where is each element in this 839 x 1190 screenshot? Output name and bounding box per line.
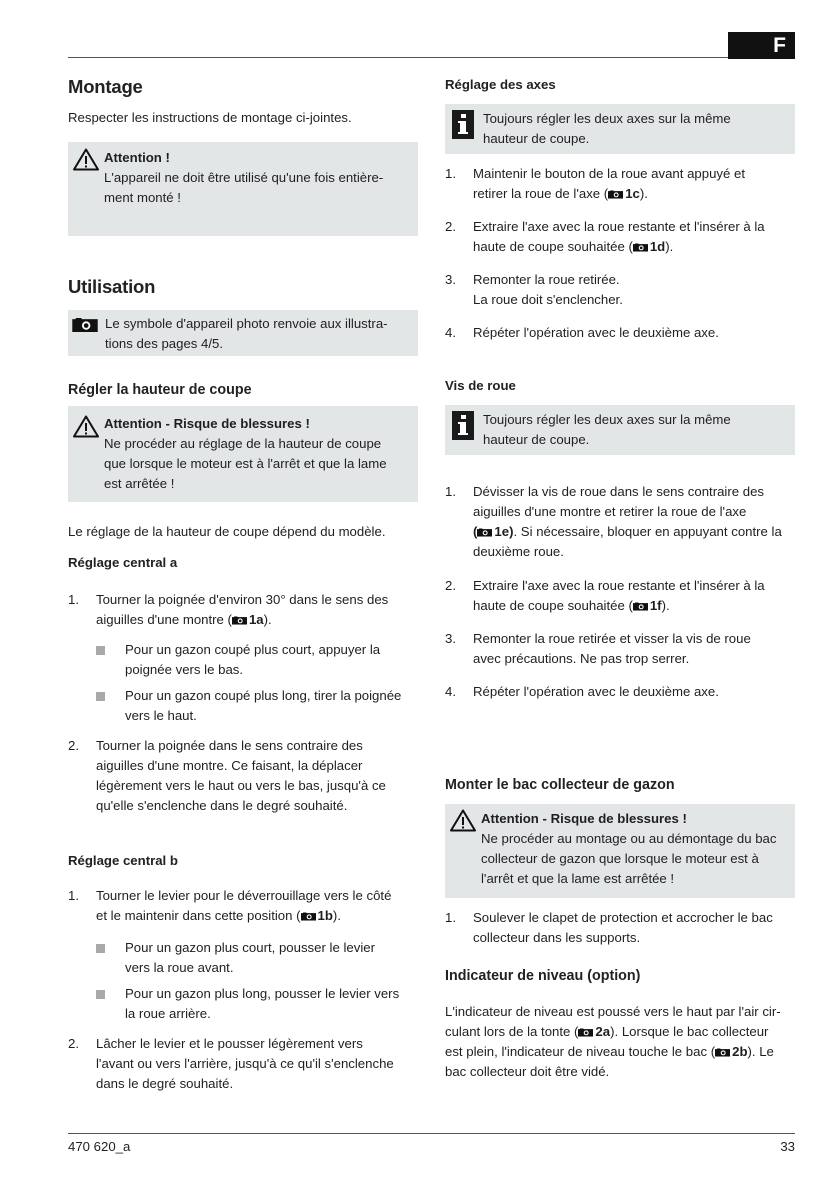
figure-ref-label: 1a <box>248 612 264 627</box>
warning-line: Ne procéder au réglage de la hauteur de coupe <box>104 436 382 451</box>
step-line: Extraire l'axe avec la roue restante et l'insérer à la <box>473 219 765 234</box>
subsection-title-axes: Réglage des axes <box>445 77 556 92</box>
list-item <box>445 682 795 702</box>
list-item <box>445 908 795 948</box>
photo-note-line: Le symbole d'appareil photo renvoie aux illustra- <box>105 316 388 331</box>
step-line: collecteur dans les supports. <box>473 930 641 945</box>
niveau-paragraph <box>445 1002 795 1082</box>
warning-line: ment monté ! <box>104 190 181 205</box>
step-text: ). <box>263 612 272 627</box>
info-icon <box>452 411 474 440</box>
figure-ref <box>633 239 665 254</box>
step-number: 1. <box>68 592 79 607</box>
figure-ref <box>608 186 640 201</box>
bullet-item <box>68 640 418 680</box>
figure-ref <box>633 598 662 613</box>
step-number: 2. <box>68 738 79 753</box>
step-line: Lâcher le levier et le pousser légèrement vers <box>96 1036 363 1051</box>
subsection-title-central-b: Réglage central b <box>68 853 178 868</box>
step-line: Tourner la poignée d'environ 30° dans le sens des <box>96 592 389 607</box>
section-title-utilisation: Utilisation <box>68 276 156 297</box>
subsection-title-central-a: Réglage central a <box>68 555 178 570</box>
paragraph-line: bac collecteur doit être vidé. <box>445 1064 610 1079</box>
camera-icon <box>301 912 316 921</box>
step-number: 2. <box>445 578 456 593</box>
bullet-line: la roue arrière. <box>125 1006 211 1021</box>
figure-ref-label: 1e <box>494 524 510 539</box>
step-line <box>473 237 795 257</box>
photo-note-line: tions des pages 4/5. <box>105 336 224 351</box>
info-box-axes <box>445 104 795 154</box>
camera-icon <box>477 528 492 537</box>
paragraph-line: L'indicateur de niveau est poussé vers le haut par l'air cir- <box>445 1004 781 1019</box>
step-number: 1. <box>445 910 456 925</box>
step-line <box>473 522 795 542</box>
step-line <box>96 610 418 630</box>
warning-title: Attention - Risque de blessures ! <box>104 416 310 431</box>
warning-line: L'appareil ne doit être utilisé qu'une fois entière- <box>104 170 384 185</box>
figure-ref-label: 1b <box>317 908 333 923</box>
bullet-line: Pour un gazon plus long, pousser le levier vers <box>125 986 400 1001</box>
bullet-line: vers le haut. <box>125 708 197 723</box>
figure-ref <box>232 612 264 627</box>
step-number: 2. <box>445 219 456 234</box>
step-number: 3. <box>445 631 456 646</box>
step-line: Dévisser la vis de roue dans le sens contraire des <box>473 484 765 499</box>
header-rule <box>68 57 795 58</box>
warning-title: Attention ! <box>104 150 170 165</box>
step-line: aiguilles d'une montre et retirer la roue de l'axe <box>473 504 747 519</box>
warning-line: collecteur de gazon que lorsque le moteur est à <box>481 851 759 866</box>
step-text: haute de coupe souhaitée ( <box>473 239 633 254</box>
step-line: Remonter la roue retirée et visser la vis de roue <box>473 631 751 646</box>
step-number: 1. <box>445 484 456 499</box>
step-line: qu'elle s'enclenche dans le degré souhaité. <box>96 798 348 813</box>
list-item <box>68 590 418 630</box>
info-line: Toujours régler les deux axes sur la même <box>483 111 731 126</box>
warning-line: est arrêtée ! <box>104 476 175 491</box>
step-line: dans le degré souhaité. <box>96 1076 234 1091</box>
step-number: 2. <box>68 1036 79 1051</box>
step-line: l'avant ou vers l'arrière, jusqu'à ce qu'il s'enclenche <box>96 1056 394 1071</box>
step-line: Extraire l'axe avec la roue restante et l'insérer à la <box>473 578 765 593</box>
camera-icon <box>633 602 648 611</box>
figure-ref-label: 1c <box>625 186 640 201</box>
step-line: Répéter l'opération avec le deuxième axe. <box>473 325 719 340</box>
step-line: La roue doit s'enclencher. <box>473 292 623 307</box>
figure-ref-label: 1d <box>649 239 666 254</box>
bullet-square <box>96 692 105 701</box>
list-item <box>445 629 795 669</box>
step-line: deuxième roue. <box>473 544 564 559</box>
step-line <box>473 596 795 616</box>
warning-box-hauteur <box>68 406 418 502</box>
list-item <box>68 736 418 816</box>
paragraph-text: ). Le <box>747 1044 774 1059</box>
figure-ref <box>301 908 333 923</box>
warning-box-montage <box>68 142 418 236</box>
section-title-hauteur: Régler la hauteur de coupe <box>68 382 252 398</box>
step-text: haute de coupe souhaitée ( <box>473 598 633 613</box>
list-item <box>445 576 795 616</box>
warning-line: Ne procéder au montage ou au démontage du bac <box>481 831 777 846</box>
step-number: 3. <box>445 272 456 287</box>
step-number: 1. <box>445 166 456 181</box>
figure-ref <box>578 1024 610 1039</box>
bullet-square <box>96 944 105 953</box>
step-line: Soulever le clapet de protection et accrocher le bac <box>473 910 773 925</box>
info-line: hauteur de coupe. <box>483 131 590 146</box>
step-line: Tourner la poignée dans le sens contraire des <box>96 738 363 753</box>
info-line: Toujours régler les deux axes sur la même <box>483 412 731 427</box>
warning-icon <box>73 148 99 171</box>
step-text: ). <box>665 239 674 254</box>
step-number: 4. <box>445 684 456 699</box>
bullet-line: Pour un gazon coupé plus long, tirer la poignée <box>125 688 402 703</box>
bullet-item <box>68 938 418 978</box>
bullet-item <box>68 984 418 1024</box>
list-item <box>445 164 795 204</box>
warning-line: que lorsque le moteur est à l'arrêt et que la lame <box>104 456 387 471</box>
bullet-line: vers la roue avant. <box>125 960 234 975</box>
step-line: avec précautions. Ne pas trop serrer. <box>473 651 690 666</box>
warning-line: l'arrêt et que la lame est arrêtée ! <box>481 871 675 886</box>
step-line: Remonter la roue retirée. <box>473 272 620 287</box>
hauteur-intro: Le réglage de la hauteur de coupe dépend du modèle. <box>68 524 386 539</box>
camera-icon <box>578 1028 593 1037</box>
step-text: aiguilles d'une montre ( <box>96 612 232 627</box>
footer-rule <box>68 1133 795 1134</box>
camera-icon <box>70 318 100 332</box>
bullet-item <box>68 686 418 726</box>
step-line: Répéter l'opération avec le deuxième axe. <box>473 684 719 699</box>
bullet-square <box>96 646 105 655</box>
step-number: 4. <box>445 325 456 340</box>
section-title-montage: Montage <box>68 76 143 97</box>
info-line: hauteur de coupe. <box>483 432 590 447</box>
warning-title: Attention - Risque de blessures ! <box>481 811 687 826</box>
step-text: ). <box>639 186 648 201</box>
section-title-bac: Monter le bac collecteur de gazon <box>445 777 675 793</box>
paragraph-line <box>445 1042 795 1062</box>
step-line: Tourner le levier pour le déverrouillage vers le côté <box>96 888 392 903</box>
info-box-vis <box>445 405 795 455</box>
step-number: 1. <box>68 888 79 903</box>
montage-text: Respecter les instructions de montage ci-jointes. <box>68 110 352 125</box>
step-text: ). <box>332 908 341 923</box>
step-text: . Si nécessaire, bloquer en appuyant contre la <box>513 524 782 539</box>
step-line: légèrement vers le haut ou vers le bas, jusqu'à ce <box>96 778 386 793</box>
language-tab: F <box>728 32 795 59</box>
paragraph-text: ). Lorsque le bac collecteur <box>610 1024 769 1039</box>
list-item <box>445 217 795 257</box>
step-line <box>96 906 418 926</box>
camera-icon <box>715 1048 730 1057</box>
list-item <box>68 1034 418 1094</box>
figure-ref <box>715 1044 747 1059</box>
bullet-line: poignée vers le bas. <box>125 662 244 677</box>
camera-icon <box>633 243 648 252</box>
paragraph-line <box>445 1022 795 1042</box>
bullet-square <box>96 990 105 999</box>
list-item <box>445 323 795 343</box>
photo-note-box <box>68 310 418 356</box>
info-icon <box>452 110 474 139</box>
figure-ref: ( 1e) <box>473 524 514 539</box>
camera-icon <box>232 616 247 625</box>
figure-ref-label: 2b <box>732 1044 748 1059</box>
footer-page-number: 33 <box>780 1139 795 1154</box>
list-item <box>68 886 418 926</box>
warning-box-bac <box>445 804 795 898</box>
step-text: ). <box>661 598 670 613</box>
figure-ref-label: 1f <box>649 598 662 613</box>
step-line: Maintenir le bouton de la roue avant appuyé et <box>473 166 745 181</box>
list-item <box>445 270 795 310</box>
step-line: aiguilles d'une montre. Ce faisant, la déplacer <box>96 758 363 773</box>
subsection-title-vis: Vis de roue <box>445 378 516 393</box>
camera-icon <box>608 190 623 199</box>
bullet-line: Pour un gazon plus court, pousser le levier <box>125 940 375 955</box>
figure-ref-label: 2a <box>595 1024 611 1039</box>
footer-doc-id: 470 620_a <box>68 1139 131 1154</box>
step-text: et le maintenir dans cette position ( <box>96 908 301 923</box>
paragraph-text: culant lors de la tonte ( <box>445 1024 579 1039</box>
step-line <box>473 184 795 204</box>
section-title-niveau: Indicateur de niveau (option) <box>445 968 641 984</box>
bullet-line: Pour un gazon coupé plus court, appuyer la <box>125 642 381 657</box>
list-item <box>445 482 795 562</box>
warning-icon <box>450 809 476 832</box>
warning-icon <box>73 415 99 438</box>
step-text: retirer la roue de l'axe ( <box>473 186 609 201</box>
paragraph-text: est plein, l'indicateur de niveau touche le bac ( <box>445 1044 716 1059</box>
